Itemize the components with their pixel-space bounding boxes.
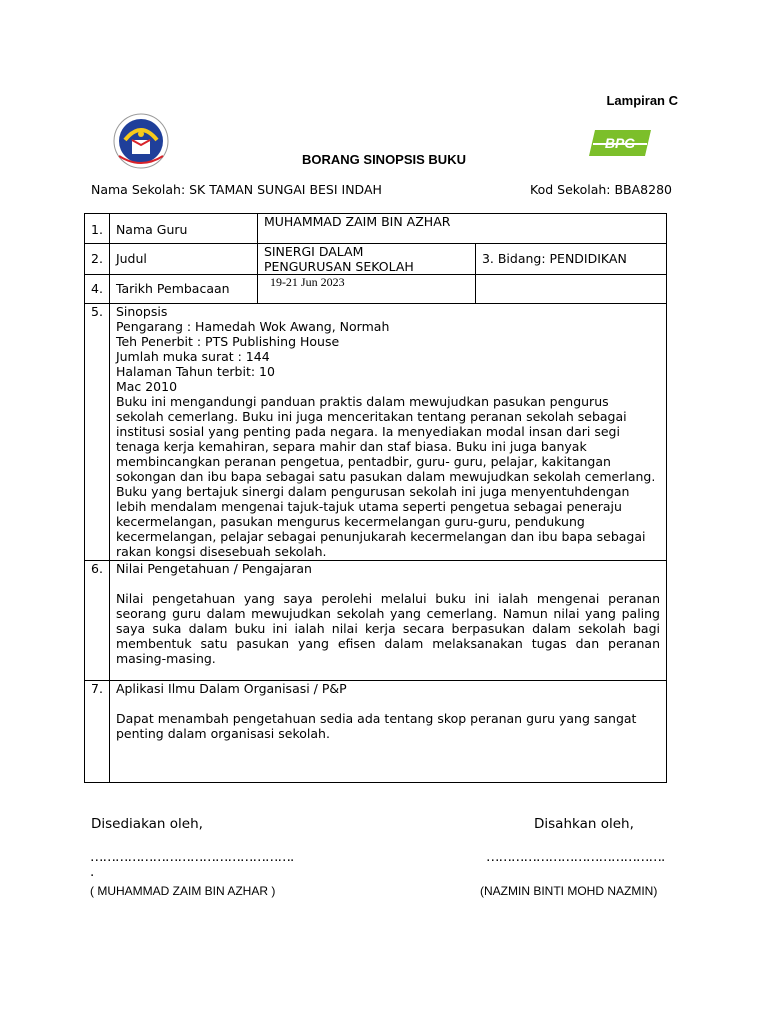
row-label: Nama Guru xyxy=(109,214,257,244)
row-judul xyxy=(85,244,667,275)
row-number: 1. xyxy=(85,214,110,244)
book-title-line1: SINERGI DALAM xyxy=(263,244,364,259)
row-number: 4. xyxy=(85,275,110,304)
synopsis-body: Buku ini mengandungi panduan praktis dalam mewujudkan pasukan pengurus sekolah cemerlang. Buku ini juga menceritakan tentang peranan sekolah sebagai institusi sosial yang penting pada negara. Ia menyediakan modal insan dari segi tenaga kerja kemahiran, separa mahir dan staf biasa. Buku ini juga banyak membincangkan peranan pengetua, pentadbir, guru- guru, pelajar, kakitangan sokongan dan ibu bapa sebagai satu pasukan dalam mewujudkan sekolah cemerlang. Buku yang bertajuk sinergi dalam pengurusan sekolah ini juga menyentuhdengan lebih mendalam mengenai tajuk-tajuk utama seperti pengetua sebagai peneraju kecermelangan, pasukan mengurus kecermelangan guru-guru, pendukung kecermelangan, pelajar sebagai penunjukarah kecermelangan dan ibu bapa sebagai rakan kongsi disesebuah sekolah. xyxy=(115,394,656,559)
approved-by-name: (NAZMIN BINTI MOHD NAZMIN) xyxy=(480,884,658,898)
book-title-line2: PENGURUSAN SEKOLAH xyxy=(263,259,414,274)
school-name: Nama Sekolah: SK TAMAN SUNGAI BESI INDAH xyxy=(91,182,382,197)
nilai-label: Nilai Pengetahuan / Pengajaran xyxy=(115,561,312,576)
synopsis-author: Pengarang : Hamedah Wok Awang, Normah xyxy=(115,319,390,334)
synopsis-pages: Jumlah muka surat : 144 xyxy=(115,349,270,364)
prepared-by-label: Disediakan oleh, xyxy=(91,816,203,832)
row-label: Judul xyxy=(109,244,257,275)
book-title xyxy=(257,244,475,275)
prepared-by-signature-line: …………………………………………. xyxy=(90,849,294,865)
empty-cell xyxy=(475,275,666,304)
aplikasi-cell xyxy=(109,681,666,783)
row-tarikh xyxy=(85,275,667,304)
synopsis-publisher: Teh Penerbit : PTS Publishing House xyxy=(115,334,340,349)
school-code: Kod Sekolah: BBA8280 xyxy=(530,182,672,197)
row-number: 7. xyxy=(85,681,110,783)
aplikasi-body: Dapat menambah pengetahuan sedia ada tentang skop peranan guru yang sangat penting dalam organisasi sekolah. xyxy=(115,711,637,741)
row-aplikasi xyxy=(85,681,667,783)
approved-by-signature-line: ……………………………………. xyxy=(486,849,665,865)
nilai-body: Nilai pengetahuan yang saya perolehi melalui buku ini ialah mengenai peranan seorang guru dalam mewujudkan sekolah yang cemerlang. Namun nilai yang paling saya suka dalam buku ini ialah nilai kerja secara berpasukan dalam sekolah bagi membentuk satu pasukan yang efisen dalam melaksanakan tugas dan peranan masing-masing. xyxy=(115,591,660,666)
row-number: 2. xyxy=(85,244,110,275)
aplikasi-label: Aplikasi Ilmu Dalam Organisasi / P&P xyxy=(115,681,347,696)
synopsis-cell xyxy=(109,304,666,561)
row-number: 6. xyxy=(85,561,110,681)
row-nilai xyxy=(85,561,667,681)
synopsis-label: Sinopsis xyxy=(115,304,168,319)
teacher-name: MUHAMMAD ZAIM BIN AZHAR xyxy=(257,214,666,244)
reading-date: 19-21 Jun 2023 xyxy=(257,275,475,304)
row-nama-guru xyxy=(85,214,667,244)
approved-by-label: Disahkan oleh, xyxy=(534,816,634,832)
row-sinopsis xyxy=(85,304,667,561)
lampiran-label: Lampiran C xyxy=(606,93,678,108)
prepared-by-name: ( MUHAMMAD ZAIM BIN AZHAR ) xyxy=(90,884,276,898)
bpg-logo-text: BPG xyxy=(604,135,636,151)
synopsis-form-table xyxy=(84,213,667,783)
synopsis-year: Halaman Tahun terbit: 10 xyxy=(115,364,275,379)
prepared-by-signature-line-tail: . xyxy=(90,864,95,880)
nilai-cell xyxy=(109,561,666,681)
bidang-field: 3. Bidang: PENDIDIKAN xyxy=(475,244,666,275)
row-label: Tarikh Pembacaan xyxy=(109,275,257,304)
synopsis-month: Mac 2010 xyxy=(115,379,178,394)
page-title: BORANG SINOPSIS BUKU xyxy=(302,152,466,167)
row-number: 5. xyxy=(85,304,110,561)
